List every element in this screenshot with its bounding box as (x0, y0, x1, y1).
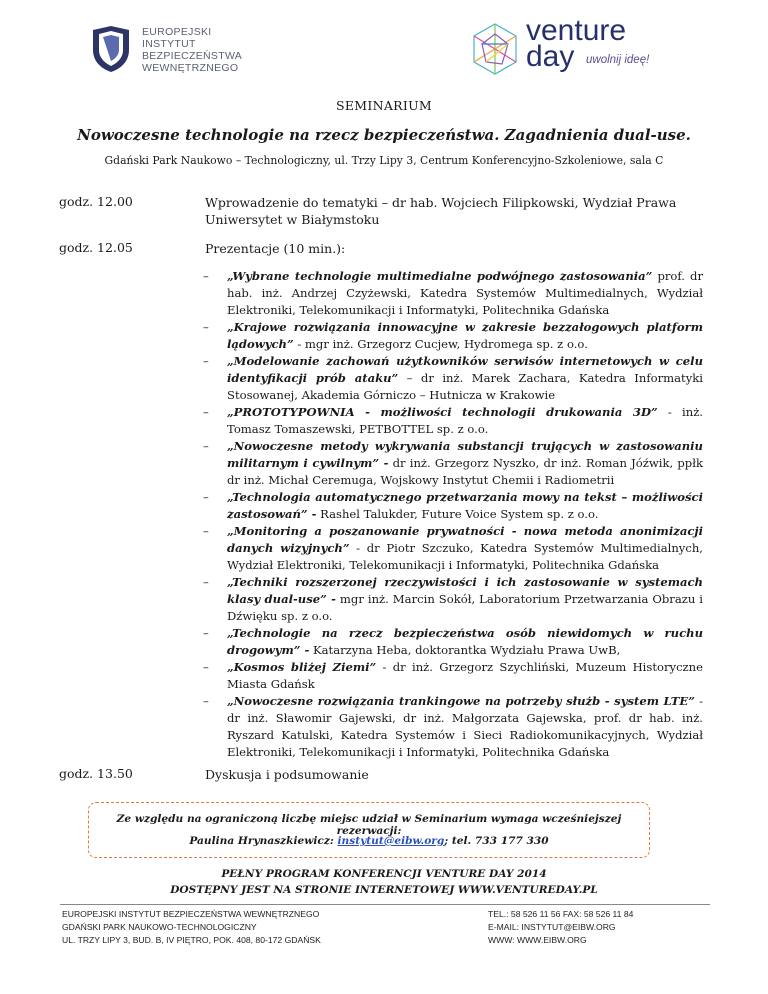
eibw-logo (90, 24, 270, 76)
logo-venture-text: venture (526, 14, 627, 47)
email-link[interactable]: instytut@eibw.org (337, 835, 445, 847)
contact-name: Paulina Hrynaszkiewicz: (189, 835, 338, 847)
presentations-list (203, 268, 703, 761)
agenda-time-1: godz. 12.00 (59, 194, 133, 209)
seminar-venue: Gdański Park Naukowo – Technologiczny, ul. Trzy Lipy 3, Centrum Konferencyjno-Szkoleniowe, sala C (104, 154, 664, 167)
footer-right-line-1: TEL.: 58 526 11 56 FAX: 58 526 11 84 (488, 909, 634, 919)
contact-phone: ; tel. 733 177 330 (444, 835, 549, 847)
presentation-title: „Krajowe rozwiązania innowacyjne w zakresie bezzałogowych platform lądowych” (227, 320, 703, 351)
presentation-speaker: prof. dr hab. inż. Andrzej Czyżewski, Katedra Systemów Multimedialnych, Wydział Elektroniki, Telekomunikacji i Informatyki, Politechnika Gdańska (227, 269, 704, 317)
footer-left-line-2: GDAŃSKI PARK NAUKOWO-TECHNOLOGICZNY (62, 921, 257, 932)
presentation-speaker: - dr inż. Sławomir Gajewski, dr inż. Małgorzata Gajewska, prof. dr hab. inż. Ryszard Katulski, Katedra Systemów i Sieci Radiokomunikacyjnych, Wydział Elektroniki, Telekomunikacji i Informatyki, Politechnika Gdańska (227, 694, 704, 759)
notice-contact (89, 835, 649, 847)
presentation-speaker: Rashel Talukder, Future Voice System sp. z o.o. (316, 507, 599, 521)
presentation-speaker: dr inż. Grzegorz Nyszko, dr inż. Roman Jóźwik, ppłk dr inż. Michał Ceremuga, Wojskowy Instytut Chemii i Radiometrii (227, 456, 703, 487)
logo-line-1: EUROPEJSKI (142, 26, 212, 38)
presentation-item (203, 659, 703, 693)
dash-bullet: – (203, 524, 209, 538)
reservation-notice (88, 802, 650, 858)
presentation-title: „PROTOTYPOWNIA - możliwości technologii drukowania 3D” (227, 405, 658, 419)
presentation-speaker: mgr inż. Marcin Sokół, Laboratorium Przetwarzania Obrazu i Dźwięku sp. z o.o. (227, 592, 703, 623)
dash-bullet: – (203, 490, 209, 504)
logo-line-2: INSTYTUT (142, 38, 196, 50)
presentation-title: „Techniki rozszerzonej rzeczywistości i ich zastosowanie w systemach klasy dual-use” - (227, 575, 703, 606)
footer-left-line-3: UL. TRZY LIPY 3, BUD. B, IV PIĘTRO, POK. 408, 80-172 GDAŃSK (62, 934, 321, 945)
agenda-text-3: Dyskusja i podsumowanie (205, 767, 369, 782)
dash-bullet: – (203, 660, 209, 674)
presentation-speaker: - dr inż. Grzegorz Szychliński, Muzeum Historyczne Miasta Gdańsk (227, 660, 703, 691)
venture-day-logo (468, 14, 668, 76)
dash-bullet: – (203, 694, 209, 708)
seminar-label: SEMINARIUM (335, 98, 433, 113)
presentation-item (203, 489, 703, 523)
presentation-title: „Nowoczesne metody wykrywania substancji trujących w zastosowaniu militarnym i cywilnym” - (227, 439, 703, 470)
footer-divider (60, 904, 710, 905)
logo-day-text: day (526, 40, 575, 73)
presentation-title: „Technologie na rzecz bezpieczeństwa osób niewidomych w ruchu drogowym” - (227, 626, 703, 657)
presentation-title: „Monitoring a poszanowanie prywatności - nowa metoda anonimizacji danych wizyjnych” (227, 524, 703, 555)
dash-bullet: – (203, 439, 209, 453)
presentation-item (203, 523, 703, 574)
dash-bullet: – (203, 405, 209, 419)
logo-line-3: BEZPIECZEŃSTWA (142, 50, 243, 62)
dash-bullet: – (203, 626, 209, 640)
presentation-speaker: – dr inż. Marek Zachara, Katedra Informatyki Stosowanej, Akademia Górniczo – Hutnicza w Krakowie (227, 371, 703, 402)
program-line-1: PEŁNY PROGRAM KONFERENCJI VENTURE DAY 2014 (221, 868, 547, 880)
dash-bullet: – (203, 354, 209, 368)
logo-tagline: uwolnij ideę! (586, 54, 650, 66)
presentation-item (203, 404, 703, 438)
dash-bullet: – (203, 269, 209, 283)
presentation-item (203, 353, 703, 404)
presentation-title: „Modelowanie zachowań użytkowników serwisów internetowych w celu identyfikacji prób ataku” (227, 354, 703, 385)
program-line-2: DOSTĘPNY JEST NA STRONIE INTERNETOWEJ WWW.VENTUREDAY.PL (170, 884, 598, 896)
presentation-speaker: - inż. Tomasz Tomaszewski, PETBOTTEL sp. z o.o. (227, 405, 703, 436)
footer-right (488, 908, 633, 946)
presentation-item (203, 693, 703, 761)
agenda-text-1: Wprowadzenie do tematyki – dr hab. Wojciech Filipkowski, Wydział Prawa Uniwersytet w Białymstoku (205, 195, 677, 228)
presentation-title: „Nowoczesne rozwiązania trankingowe na potrzeby służb - system LTE” (227, 694, 695, 708)
presentation-item (203, 319, 703, 353)
presentation-title: „Wybrane technologie multimedialne podwójnego zastosowania” (227, 269, 653, 283)
presentation-item (203, 438, 703, 489)
footer-right-line-2: E-MAIL: INSTYTUT@EIBW.ORG (488, 921, 616, 932)
presentation-speaker: - mgr inż. Grzegorz Cucjew, Hydromega sp. z o.o. (293, 337, 588, 351)
presentation-title: „Technologia automatycznego przetwarzania mowy na tekst – możliwości zastosowań” - (227, 490, 703, 521)
seminar-title: Nowoczesne technologie na rzecz bezpieczeństwa. Zagadnienia dual-use. (77, 126, 691, 144)
polygon-network-icon (468, 22, 522, 76)
dash-bullet: – (203, 320, 209, 334)
agenda-time-2: godz. 12.05 (59, 240, 133, 255)
shield-logo-icon (90, 24, 132, 74)
presentation-item (203, 268, 703, 319)
footer-right-line-3: WWW: WWW.EIBW.ORG (488, 934, 587, 945)
agenda-text-2: Prezentacje (10 min.): (205, 241, 346, 256)
logo-line-4: WEWNĘTRZNEGO (142, 62, 239, 74)
dash-bullet: – (203, 575, 209, 589)
presentation-title: „Kosmos bliżej Ziemi” (227, 660, 377, 674)
agenda-time-3: godz. 13.50 (59, 766, 133, 781)
footer-left (62, 908, 321, 946)
footer-left-line-1: EUROPEJSKI INSTYTUT BEZPIECZEŃSTWA WEWNĘTRZNEGO (62, 909, 320, 919)
notice-line: Ze względu na ograniczoną liczbę miejsc udział w Seminarium wymaga wcześniejszej rezerwacji: (116, 813, 622, 837)
presentation-item (203, 625, 703, 659)
presentation-item (203, 574, 703, 625)
presentation-speaker: - dr Piotr Szczuko, Katedra Systemów Multimedialnych, Wydział Elektroniki, Telekomunikacji i Informatyki, Politechnika Gdańska (227, 541, 703, 572)
presentation-speaker: Katarzyna Heba, doktorantka Wydziału Prawa UwB, (309, 643, 621, 657)
